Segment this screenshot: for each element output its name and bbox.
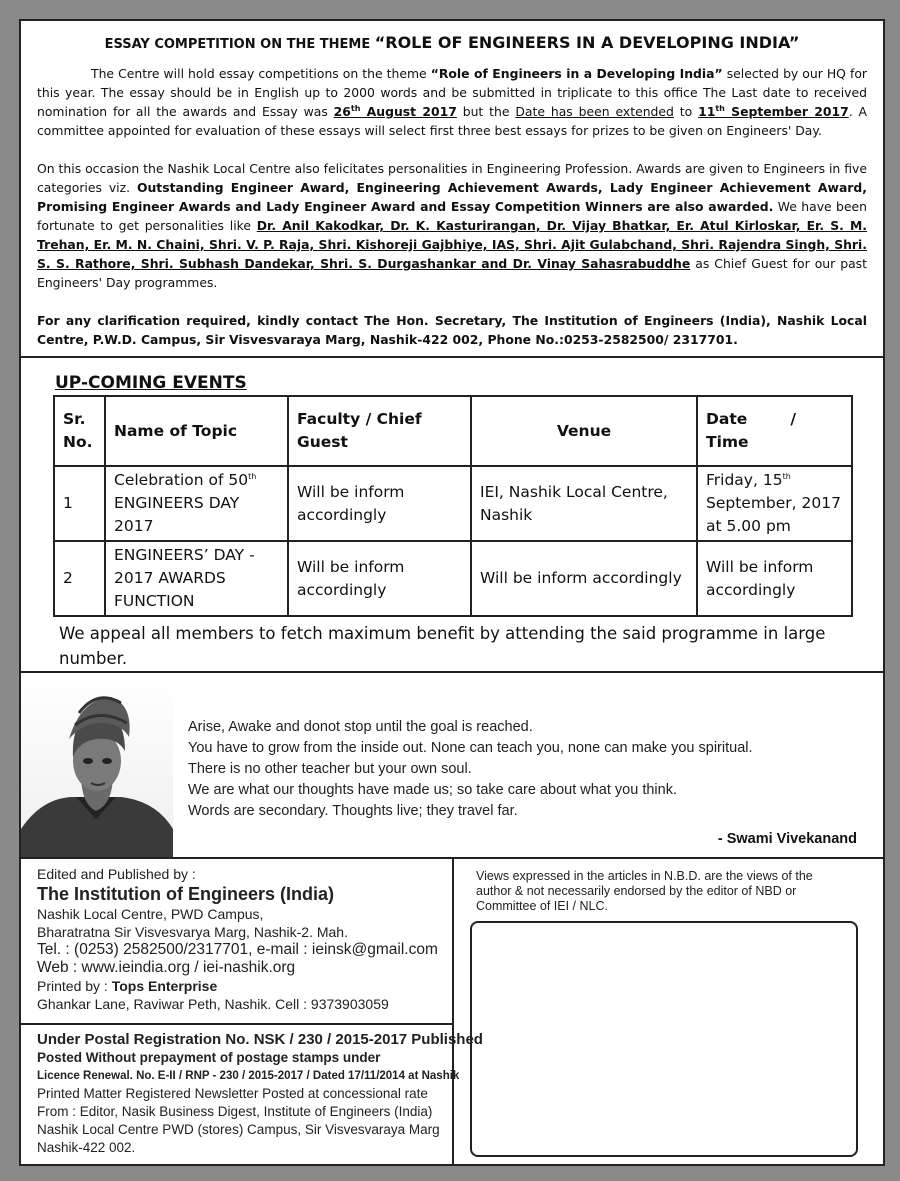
col-date-time: Date / Time — [697, 396, 852, 466]
cell-date: Friday, 15th September, 2017 at 5.00 pm — [697, 466, 852, 541]
postal-info — [37, 1031, 483, 1157]
col-sr-no: Sr. No. — [54, 396, 105, 466]
cell-venue: IEI, Nashik Local Centre, Nashik — [471, 466, 697, 541]
website: Web : www.ieindia.org / iei-nashik.org — [37, 959, 296, 976]
col-faculty: Faculty / Chief Guest — [288, 396, 471, 466]
quote-line: Arise, Awake and donot stop until the goal is reached. — [188, 719, 533, 735]
from-line-2: Nashik Local Centre PWD (stores) Campus, Sir Visvesvaraya Marg — [37, 1122, 440, 1137]
footer-section — [21, 859, 883, 1164]
edited-by-label: Edited and Published by : — [37, 866, 196, 882]
cell-sr: 1 — [54, 466, 105, 541]
events-heading: UP-COMING EVENTS — [55, 373, 247, 393]
quote-line: There is no other teacher but your own soul. — [188, 761, 472, 777]
pin-line: Nashik-422 002. — [37, 1140, 136, 1155]
essay-paragraph-1: The Centre will hold essay competitions on the theme “Role of Engineers in a Developing India” selected by our HQ for this year. The essay should be in English up to 2000 words and be submitted in triplicate to this office The Last date to received nomination for all the awards and Essay was 26th August 2017 but the Date has been extended to 11th September 2017. A committee appointed for evaluation of these essays will select first three best essays for prizes to be given on Engineers' Day. — [37, 66, 868, 138]
cell-faculty: Will be inform accordingly — [288, 466, 471, 541]
swami-vivekanand-portrait — [21, 679, 173, 857]
essay-section — [21, 21, 883, 357]
postal-registration: Under Postal Registration No. NSK / 230 / 2015-2017 Published — [37, 1031, 483, 1048]
quote-lines — [188, 717, 753, 822]
printer-address: Ghankar Lane, Raviwar Peth, Nashik. Cell : 9373903059 — [37, 996, 389, 1012]
org-name: The Institution of Engineers (India) — [37, 884, 334, 904]
quote-section — [21, 673, 883, 857]
cell-faculty: Will be inform accordingly — [288, 541, 471, 616]
appeal-text: We appeal all members to fetch maximum benefit by attending the said programme in large number. — [59, 624, 826, 668]
printed-matter: Printed Matter Registered Newsletter Posted at concessional rate — [37, 1086, 428, 1101]
licence-renewal: Licence Renewal. No. E-II / RNP - 230 / 2015-2017 / Dated 17/11/2014 at Nashik — [37, 1070, 460, 1082]
quote-author: - Swami Vivekanand — [717, 831, 857, 847]
events-table — [53, 395, 853, 617]
tel-email: Tel. : (0253) 2582500/2317701, e-mail : ieinsk@gmail.com — [37, 941, 438, 958]
cell-venue: Will be inform accordingly — [471, 541, 697, 616]
disclaimer: Views expressed in the articles in N.B.D. are the views of the author & not necessarily endorsed by the editor of NBD or Committee of IEI / NLC. — [476, 869, 813, 913]
essay-title: ESSAY COMPETITION ON THE THEME “ROLE OF ENGINEERS IN A DEVELOPING INDIA” — [104, 33, 800, 52]
cell-topic: Celebration of 50th ENGINEERS DAY 2017 — [105, 466, 288, 541]
table-header-row — [54, 396, 852, 466]
posted-without: Posted Without prepayment of postage stamps under — [37, 1050, 381, 1065]
col-venue: Venue — [471, 396, 697, 466]
cell-topic: ENGINEERS’ DAY - 2017 AWARDS FUNCTION — [105, 541, 288, 616]
publisher-info — [37, 865, 438, 1013]
cell-sr: 2 — [54, 541, 105, 616]
quote-line: Words are secondary. Thoughts live; they travel far. — [188, 803, 518, 819]
col-topic: Name of Topic — [105, 396, 288, 466]
address-line-1: Nashik Local Centre, PWD Campus, — [37, 906, 264, 922]
address-box — [470, 921, 858, 1157]
contact-paragraph: For any clarification required, kindly contact The Hon. Secretary, The Institution of Engineers (India), Nashik Local Centre, P.W.D. Campus, Sir Visvesvaraya Marg, Nashik-422 002, Phone No.:0253-2582500/ 2317701. — [37, 313, 867, 347]
from-line: From : Editor, Nasik Business Digest, Institute of Engineers (India) — [37, 1104, 433, 1119]
upcoming-events-section — [21, 359, 883, 671]
table-row — [54, 466, 852, 541]
address-line-2: Bharatratna Sir Visvesvarya Marg, Nashik-2. Mah. — [37, 924, 348, 940]
quote-line: We are what our thoughts have made us; so take care about what you think. — [188, 782, 677, 798]
essay-paragraph-2: On this occasion the Nashik Local Centre also felicitates personalities in Engineering Profession. Awards are given to Engineers in five categories viz. Outstanding Engineer Award, Engineering Achievement Awards, Lady Engineer Achievement Award, Promising Engineer Awards and Lady Engineer Award and Essay Competition Winners are also awarded. We have been fortunate to get personalities like Dr. Anil Kakodkar, Dr. K. Kasturirangan, Dr. Vijay Bhatkar, Er. Atul Kirloskar, Er. S. M. Trehan, Er. M. N. Chaini, Shri. V. P. Raja, Shri. Kishoreji Gajbhiye, IAS, Shri. Ajit Gulabchand, Shri. Rajendra Singh, Shri. S. S. Rathore, Shri. Subhash Dandekar, Shri. S. Durgashankar and Dr. Vinay Sahasrabuddhe as Chief Guest for our past Engineers' Day programmes. — [37, 161, 867, 290]
newsletter-page — [19, 19, 885, 1166]
quote-line: You have to grow from the inside out. None can teach you, none can make you spiritual. — [188, 740, 753, 756]
cell-date: Will be inform accordingly — [697, 541, 852, 616]
printed-by: Printed by : Tops Enterprise — [37, 978, 218, 994]
table-row — [54, 541, 852, 616]
